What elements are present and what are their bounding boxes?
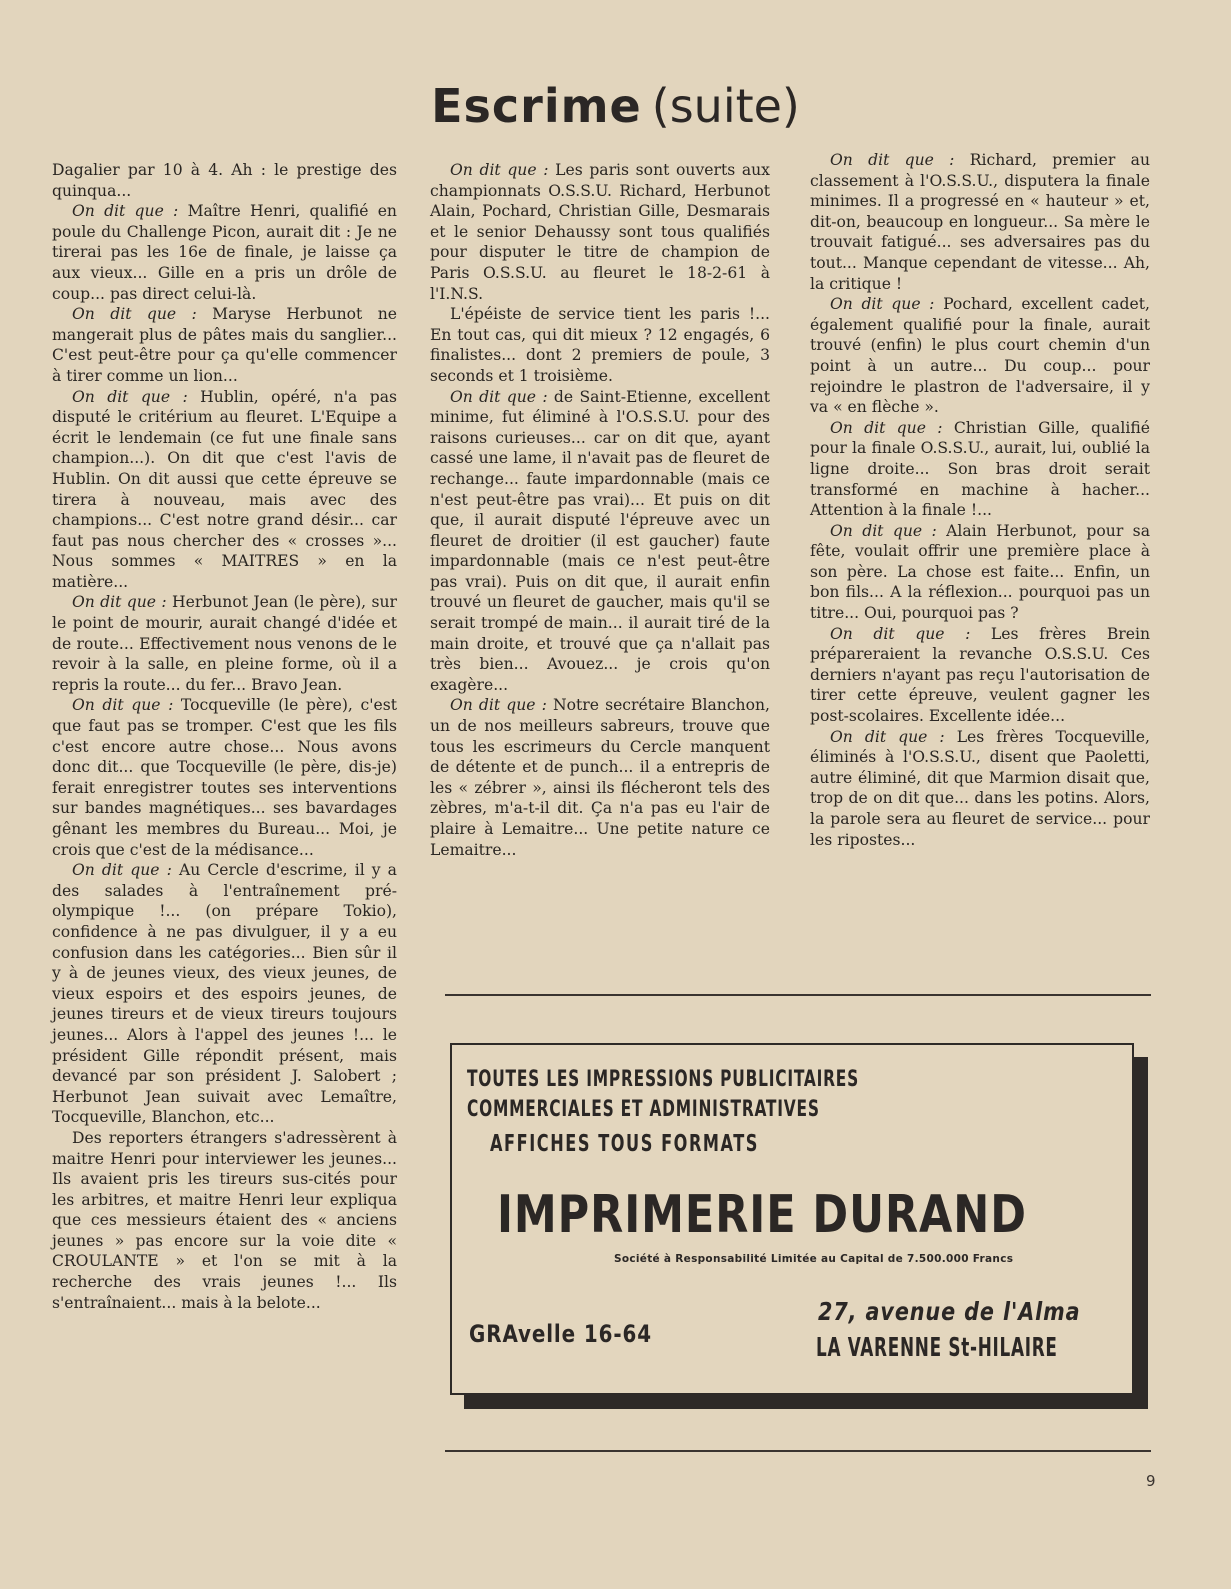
paragraph [430, 695, 770, 860]
paragraph [52, 387, 397, 593]
ad-company-name: IMPRIMERIE DURAND [497, 1185, 1027, 1245]
paragraph [810, 521, 1150, 624]
ad-address-street: 27, avenue de l'Alma [818, 1297, 1081, 1326]
paragraph-text: Maître Henri, qualifié en poule du Challenge Picon, aurait dit : Je ne tirerai pas les 16e de finale, je laisse ça aux vieux... Gille en a pris un drôle de coup... pas direct celui-là. [52, 202, 397, 303]
ad-address-city: LA VARENNE St-HILAIRE [816, 1333, 1058, 1363]
paragraph-text: Des reporters étrangers s'adressèrent à maitre Henri pour interviewer les jeunes... Ils avaient pris les tireurs sus-cités pour les arbitres, et maitre Henri leur expliqua que ces messieurs étaient des « anciens jeunes » pas encore sur la voie dite « CROULANTE » et l'on se mit à la recherche des vrais jeunes !... Ils s'entraînaient... mais à la belote... [52, 1128, 397, 1312]
paragraph-lead: On dit que : [830, 624, 971, 643]
paragraph-lead: On dit que : [72, 696, 174, 715]
ad-line-3: AFFICHES TOUS FORMATS [490, 1131, 759, 1157]
text-column-2 [430, 160, 770, 860]
paragraph [810, 294, 1150, 418]
paragraph [52, 592, 397, 695]
paragraph-text: Alain Herbunot, pour sa fête, voulait offrir une première place à son père. La chose est faite... Enfin, un bon fils... A la réflexion... pourquoi pas un titre... Oui, pourquoi pas ? [810, 521, 1150, 623]
paragraph [52, 860, 397, 1128]
paragraph-lead: On dit que : [830, 727, 945, 746]
paragraph-lead: On dit que : [830, 151, 955, 169]
paragraph [810, 727, 1150, 851]
page-number: 9 [1146, 1472, 1156, 1490]
paragraph [52, 304, 397, 386]
paragraph [52, 695, 397, 860]
paragraph-text: Pochard, excellent cadet, également qualifié pour la finale, aurait trouvé (enfin) le plus court chemin d'un point à un autre... Du coup... pour rejoindre le plastron de l'adversaire, il y va « en flèche ». [810, 295, 1150, 417]
paragraph [52, 201, 397, 304]
paragraph-text: Tocqueville (le père), c'est que faut pas se tromper. C'est que les fils c'est encore autre chose... Nous avons donc dit... que Tocqueville (le père, dis-je) ferait enregistrer toutes ses interventions sur bandes magnétiques... ses bavardages gênant les membres du Bureau... Moi, je crois que c'est de la médisance... [52, 696, 397, 859]
paragraph-lead: On dit que : [450, 387, 548, 406]
paragraph-text: Notre secrétaire Blanchon, un de nos meilleurs sabreurs, trouve que tous les escrimeurs du Cercle manquent de détente et de punch... il a entrepris de les « zébrer », ainsi ils flécheront tels des zèbres, m'a-t-il dit. Ça n'a pas eu l'air de plaire à Lemaitre... Une petite nature ce Lemaitre... [430, 696, 770, 859]
ad-line-2: COMMERCIALES ET ADMINISTRATIVES [467, 1097, 820, 1122]
paragraph-lead: On dit que : [450, 161, 549, 179]
paragraph-lead: On dit que : [72, 593, 167, 612]
paragraph-lead: On dit que : [830, 521, 937, 540]
paragraph-text: Christian Gille, qualifié pour la finale O.S.S.U., aurait, lui, oublié la ligne droite... Son bras droit serait transformé en machine à hacher... Attention à la finale !... [810, 418, 1150, 520]
paragraph-text: Les paris sont ouverts aux championnats O.S.S.U. Richard, Herbunot Alain, Pochard, Christian Gille, Desmarais et le senior Dehaussy sont tous qualifiés pour disputer le titre de champion de Paris O.S.S.U. au fleuret le 18-2-61 à l'I.N.S. [430, 161, 770, 303]
paragraph [52, 160, 397, 201]
paragraph-text: Au Cercle d'escrime, il y a des salades à l'entraînement pré-olympique !... (on prépare Tokio), confidence à ne pas divulguer, il y a eu confusion dans les catégories... Bien sûr il y à de jeunes vieux, des vieux jeunes, de vieux espoirs et des espoirs jeunes, de jeunes tireurs et de vieux tireurs toujours jeunes... Alors à l'appel des jeunes !... le président Gille répondit présent, mais devancé par son président J. Salobert ; Herbunot Jean suivait avec Lemaître, Tocqueville, Blanchon, etc... [52, 861, 397, 1127]
paragraph [810, 624, 1150, 727]
paragraph [430, 387, 770, 696]
paragraph-text: Dagalier par 10 à 4. Ah : le prestige des quinqua... [52, 161, 397, 200]
paragraph [430, 304, 770, 386]
paragraph-text: Les frères Tocqueville, éliminés à l'O.S.S.U., disent que Paoletti, autre éliminé, dit que Marmion disait que, trop de on dit que... dans les potins. Alors, la parole sera au fleuret de service... pour les ripostes... [810, 727, 1150, 849]
title-sub: (suite) [651, 79, 800, 133]
paragraph-lead: On dit que : [72, 861, 172, 880]
ad-line-1: TOUTES LES IMPRESSIONS PUBLICITAIRES [467, 1067, 860, 1092]
paragraph-text: Richard, premier au classement à l'O.S.S.U., disputera la finale minimes. Il a progressé en « hauteur » et, dit-on, beaucoup en longueur... Sa mère le trouvait fatigué... ses adversaires pas du tout... Manque cependant de vitesse... Ah, la critique ! [810, 151, 1150, 293]
paragraph-lead: On dit que : [72, 202, 179, 221]
ad-legal-notice: Société à Responsabilité Limitée au Capital de 7.500.000 Francs [614, 1253, 1014, 1265]
paragraph-lead: On dit que : [830, 295, 935, 314]
title-main: Escrime [431, 79, 642, 133]
paragraph-lead: On dit que : [830, 418, 943, 437]
paragraph-text: Les frères Brein prépareraient la revanche O.S.S.U. Ces derniers n'ayant pas reçu l'autorisation de tirer cette épreuve, veulent gagner les post-scolaires. Excellente idée... [810, 624, 1150, 726]
paragraph [810, 150, 1150, 294]
text-column-1 [52, 160, 397, 1313]
paragraph [810, 418, 1150, 521]
divider-top [445, 994, 1151, 996]
paragraph [52, 1128, 397, 1313]
paragraph-lead: On dit que : [450, 696, 547, 715]
paragraph [430, 160, 770, 304]
paragraph-text: Hublin, opéré, n'a pas disputé le critérium au fleuret. L'Equipe a écrit le lendemain (ce fut une finale sans champion...). On dit que c'est l'avis de Hublin. On dit aussi que cette épreuve se tirera à nouveau, mais avec des champions... C'est notre grand désir... car faut pas nous chercher des « crosses »... Nous sommes « MAITRES » en la matière... [52, 387, 397, 591]
paragraph-text: L'épéiste de service tient les paris !... En tout cas, qui dit mieux ? 12 engagés, 6 finalistes... dont 2 premiers de poule, 3 seconds et 1 troisième. [430, 305, 770, 385]
paragraph-text: Herbunot Jean (le père), sur le point de mourir, aurait changé d'idée et de route... Effectivement nous venons de le revoir à la salle, en pleine forme, où il a repris la route... du fer... Bravo Jean. [52, 593, 397, 694]
divider-bottom [445, 1450, 1151, 1452]
advertisement-box [450, 1043, 1134, 1395]
paragraph-lead: On dit que : [72, 305, 197, 324]
ad-phone: GRAvelle 16-64 [469, 1320, 653, 1348]
text-column-3 [810, 150, 1150, 850]
paragraph-text: Maryse Herbunot ne mangerait plus de pâtes mais du sanglier... C'est peut-être pour ça qu'elle commencer à tirer comme un lion... [52, 305, 397, 385]
paragraph-text: de Saint-Etienne, excellent minime, fut éliminé à l'O.S.S.U. pour des raisons curieuses... car on dit que, ayant cassé une lame, il n'avait pas de fleuret de rechange... faute impardonnable (mais ce n'est peut-être pas vrai)... Et puis on dit que, il aurait disputé l'épreuve avec un fleuret de droitier (il est gaucher) faute impardonnable (mais ce n'est peut-être pas vrai). Puis on dit que, il aurait enfin trouvé un fleuret de gaucher, mais qu'il se serait trompé de main... il aurait tiré de la main droite, et trouvé que ça n'allait pas très bien... Avouez... je crois qu'on exagère... [430, 387, 770, 694]
article-title [0, 78, 1231, 134]
paragraph-lead: On dit que : [72, 387, 188, 406]
